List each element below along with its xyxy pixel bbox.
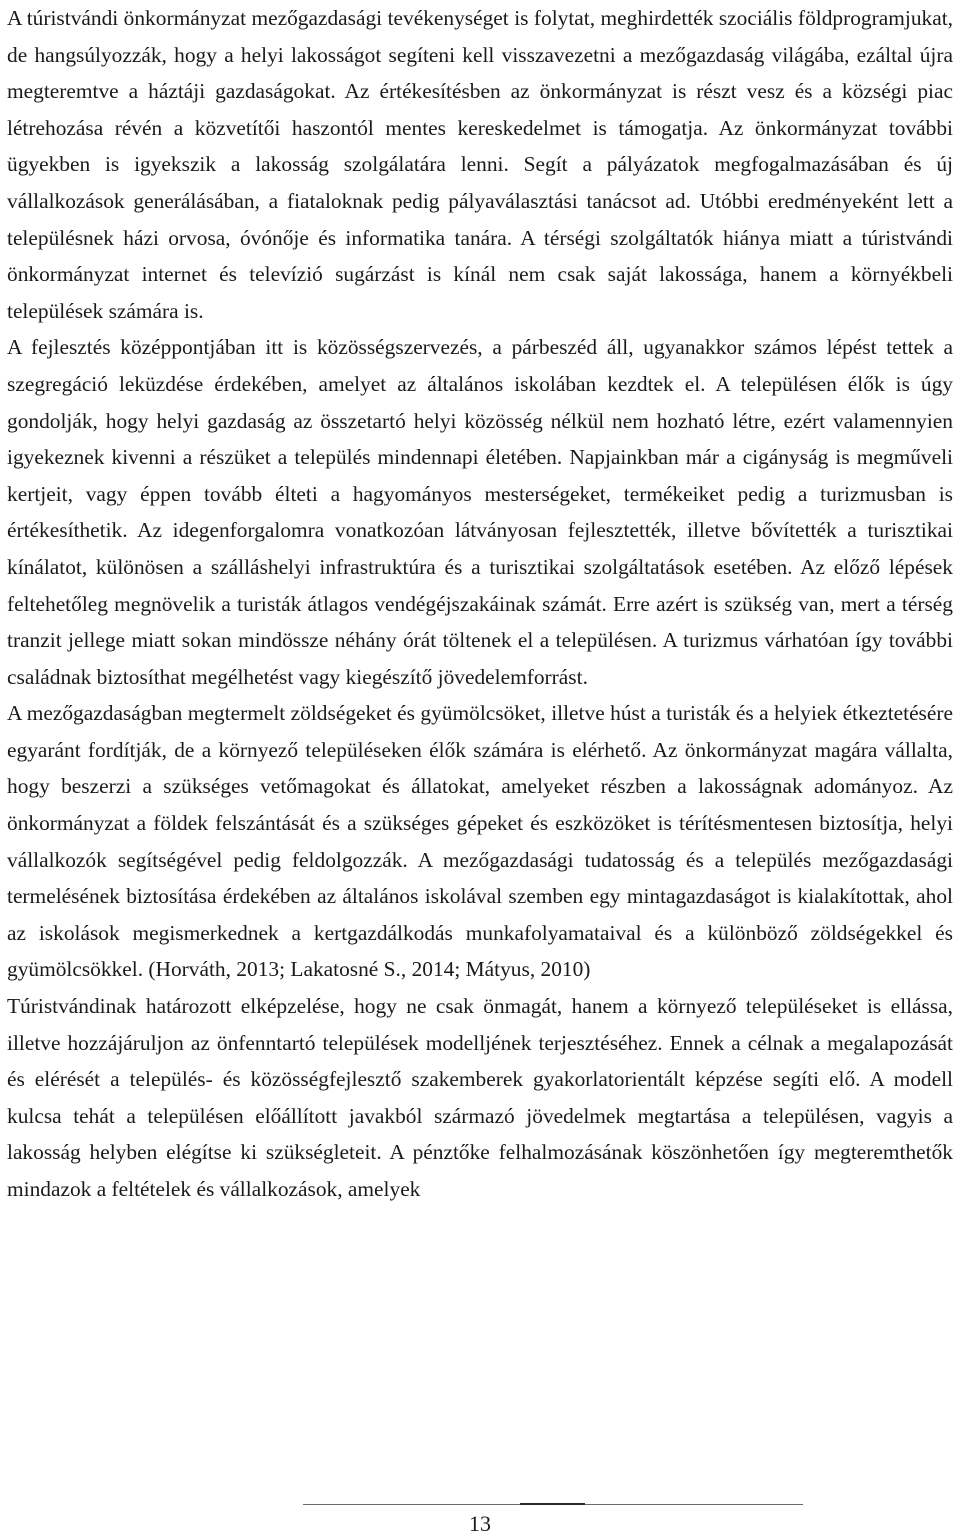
body-paragraph-3: A mezőgazdaságban megtermelt zöldségeket és gyümölcsöket, illetve húst a turisták és a helyiek étkeztetésére egyaránt fordítják, de a környező településeken élők számára is elérhető. Az önkormányzat magára vállalta, hogy beszerzi a szükséges vetőmagokat és állatokat, amelyeket részben a lakosságnak adományoz. Az önkormányzat a földek felszántását és a szükséges gépeket és eszközöket is térítésmentesen biztosítja, helyi vállalkozók segítségével pedig feldolgozzák. A mezőgazdasági tudatosság és a település mezőgazdasági termelésének biztosítása érdekében az általános iskolával szemben egy mintagazdaságot is kialakítottak, ahol az iskolások megismerkednek a kertgazdálkodás munkafolyamataival és a különböző zöldségekkel és gyümölcsökkel. (Horváth, 2013; Lakatosné S., 2014; Mátyus, 2010) (7, 701, 953, 982)
page-number: 13 (469, 1511, 491, 1536)
page-footer (0, 1490, 960, 1540)
body-paragraph-1: A túristvándi önkormányzat mezőgazdasági tevékenységet is folytat, meghirdették szociális földprogramjukat, de hangsúlyozzák, hogy a helyi lakosságot segíteni kell visszavezetni a mezőgazdaság világába, ezáltal újra megteremtve a háztáji gazdaságokat. Az értékesítésben az önkormányzat is részt vesz és a községi piac létrehozása révén a közvetítői haszontól mentes kereskedelmet is támogatja. Az önkormányzat további ügyekben is igyekszik a lakosság szolgálatára lenni. Segít a pályázatok megfogalmazásában és új vállalkozások generálásában, a fiataloknak pedig pályaválasztási tanácsot ad. Utóbbi eredményeként lett a településnek házi orvosa, óvónője és informatika tanára. A térségi szolgáltatók hiánya miatt a túristvándi önkormányzat internet és televízió sugárzást is kínál nem csak saját lakossága, hanem a környékbeli települések számára is. (7, 6, 953, 323)
body-paragraph-2: A fejlesztés középpontjában itt is közösségszervezés, a párbeszéd áll, ugyanakkor számos lépést tettek a szegregáció leküzdése érdekében, amelyet az általános iskolában kezdtek el. A településen élők is úgy gondolják, hogy helyi gazdaság az összetartó helyi közösség nélkül nem hozható létre, ezért valamennyien igyekeznek kivenni a részüket a település mindennapi életében. Napjainkban már a cigányság is megműveli kertjeit, vagy éppen tovább élteti a hagyományos mesterségeket, termékeiket pedig a turizmusban is értékesíthetik. Az idegenforgalomra vonatkozóan látványosan fejlesztették, illetve bővítették a turisztikai kínálatot, különösen a szálláshelyi infrastruktúra és a turisztikai szolgáltatások esetében. Az előző lépések feltehetőleg megnövelik a turisták átlagos vendégéjszakáinak számát. Erre azért is szükség van, mert a térség tranzit jellege miatt sokan mindössze néhány órát töltenek el a településen. A turizmus várhatóan így további családnak biztosíthat megélhetést vagy kiegészítő jövedelemforrást. (7, 335, 953, 689)
body-paragraph-4: Túristvándinak határozott elképzelése, hogy ne csak önmagát, hanem a környező településeket is ellássa, illetve hozzájáruljon az önfenntartó települések modelljének terjesztéséhez. Ennek a célnak a megalapozását és elérését a település- és közösségfejlesztő szakemberek gyakorlatorientált képzése segíti elő. A modell kulcsa tehát a településen előállított javakból származó jövedelmek megtartása a településen, vagyis a lakosság helyben elégítse ki szükségleteit. A pénztőke felhalmozásának köszönhetően így megteremthetők mindazok a feltételek és vállalkozások, amelyek (7, 994, 953, 1201)
footer-divider-accent (520, 1503, 585, 1505)
document-body (7, 0, 953, 1208)
